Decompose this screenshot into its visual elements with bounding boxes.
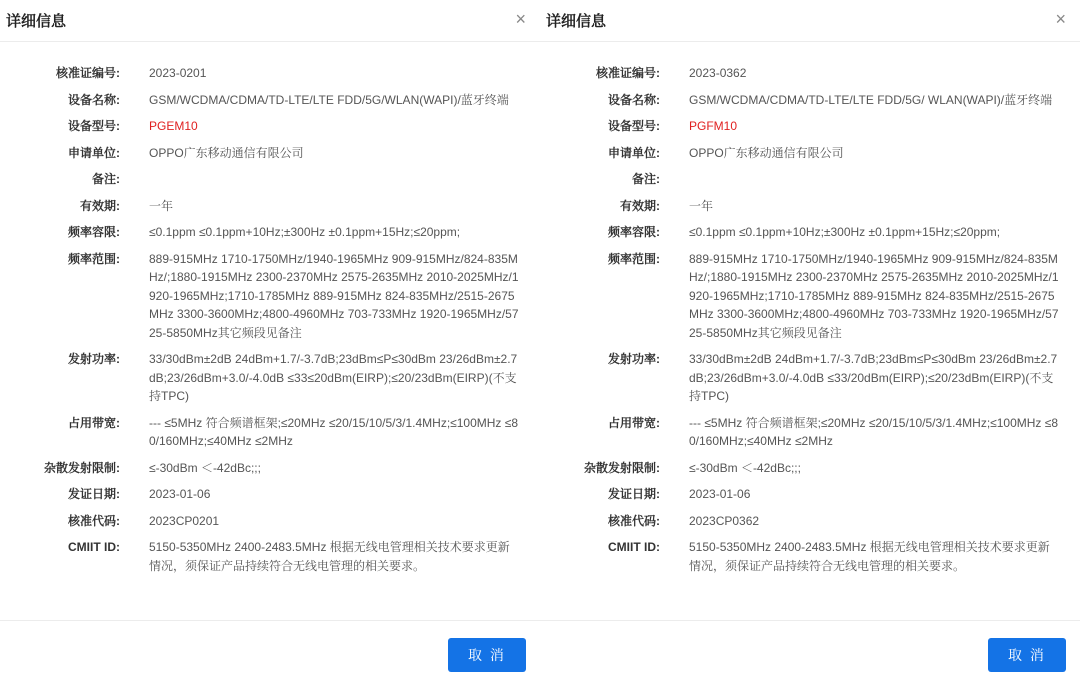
field-value: 2023-01-06 bbox=[149, 487, 211, 501]
close-icon[interactable]: × bbox=[1055, 9, 1066, 29]
field-row-cmiit-id bbox=[0, 538, 540, 575]
field-row-bandwidth bbox=[0, 414, 540, 451]
field-label: 发证日期: bbox=[68, 487, 120, 501]
field-label: 核准代码: bbox=[608, 513, 660, 528]
field-label: 发证日期: bbox=[608, 487, 660, 501]
field-row-approval-code bbox=[540, 512, 1080, 531]
field-row-freq-range bbox=[540, 250, 1080, 343]
field-value: 33/30dBm±2dB 24dBm+1.7/-3.7dB;23dBm≤P≤30dBm 23/26dBm±2.7dB;23/26dBm+3.0/-4.0dB ≤33≤20dBm(EIRP);≤20/23dBm(EIRP)(不支持TPC) bbox=[149, 352, 518, 403]
field-label: 核准证编号: bbox=[56, 66, 120, 80]
field-label: 频率范围: bbox=[608, 251, 660, 266]
field-label: 频率容限: bbox=[608, 225, 660, 239]
field-label: 频率范围: bbox=[68, 251, 120, 266]
field-row-issue-date bbox=[0, 485, 540, 504]
dialog-header bbox=[0, 0, 540, 42]
detail-fields bbox=[0, 64, 540, 583]
field-value: --- ≤5MHz 符合频谱框架;≤20MHz ≤20/15/10/5/3/1.4MHz;≤100MHz ≤80/160MHz;≤40MHz ≤2MHz bbox=[149, 415, 519, 448]
field-label: 发射功率: bbox=[68, 352, 120, 366]
field-label: 设备型号: bbox=[608, 119, 660, 133]
field-label: 申请单位: bbox=[608, 145, 660, 160]
field-value: 889-915MHz 1710-1750MHz/1940-1965MHz 909-915MHz/824-835MHz/;1880-1915MHz 2300-2370MHz 2575-2635MHz 2010-2025MHz/1920-1965MHz;1710-1785MHz 889-915MHz 824-835MHz/2515-2675MHz 3300-3600MHz;4800-4960MHz 703-733MHz 1920-1965MHz/5725-5850MHz其它频段见备注 bbox=[149, 251, 519, 340]
field-value: 2023-0362 bbox=[689, 66, 747, 80]
dialog-footer bbox=[540, 620, 1080, 682]
field-row-device-name bbox=[0, 91, 540, 110]
field-row-tx-power bbox=[0, 350, 540, 406]
field-row-cert-number bbox=[0, 64, 540, 83]
field-value-model: PGEM10 bbox=[149, 119, 198, 133]
field-row-validity bbox=[540, 197, 1080, 216]
field-value: 33/30dBm±2dB 24dBm+1.7/-3.7dB;23dBm≤P≤30dBm 23/26dBm±2.7dB;23/26dBm+3.0/-4.0dB ≤33/20dBm(EIRP);≤20/23dBm(EIRP)(不支持TPC) bbox=[689, 352, 1058, 403]
field-row-cert-number bbox=[540, 64, 1080, 83]
field-label: 设备名称: bbox=[608, 92, 660, 107]
field-row-freq-range bbox=[0, 250, 540, 343]
field-label: 设备名称: bbox=[68, 92, 120, 107]
field-value: 5150-5350MHz 2400-2483.5MHz 根据无线电管理相关技术要求更新情况，须保证产品持续符合无线电管理的相关要求。 bbox=[689, 540, 1050, 573]
field-value: 一年 bbox=[689, 198, 714, 213]
field-value: 一年 bbox=[149, 198, 174, 213]
field-value: 2023CP0201 bbox=[149, 513, 220, 528]
field-row-issue-date bbox=[540, 485, 1080, 504]
field-value: --- ≤5MHz 符合频谱框架;≤20MHz ≤20/15/10/5/3/1.4MHz;≤100MHz ≤80/160MHz;≤40MHz ≤2MHz bbox=[689, 415, 1059, 448]
field-row-device-model bbox=[0, 117, 540, 136]
field-row-device-model bbox=[540, 117, 1080, 136]
field-value: GSM/WCDMA/CDMA/TD-LTE/LTE FDD/5G/ WLAN(WAPI)/蓝牙终端 bbox=[689, 92, 1053, 107]
field-value: ≤0.1ppm ≤0.1ppm+10Hz;±300Hz ±0.1ppm+15Hz;≤20ppm; bbox=[149, 225, 461, 239]
field-row-device-name bbox=[540, 91, 1080, 110]
field-value: OPPO广东移动通信有限公司 bbox=[689, 145, 844, 160]
dialog-title: 详细信息 bbox=[6, 13, 67, 30]
field-label: 备注: bbox=[92, 172, 120, 186]
field-row-tx-power bbox=[540, 350, 1080, 406]
field-value: 889-915MHz 1710-1750MHz/1940-1965MHz 909-915MHz/824-835MHz/;1880-1915MHz 2300-2370MHz 2575-2635MHz 2010-2025MHz/1920-1965MHz;1710-1785MHz 889-915MHz 824-835MHz/2515-2675MHz 3300-3600MHz;4800-4960MHz 703-733MHz 1920-1965MHz/5725-5850MHz其它频段见备注 bbox=[689, 251, 1059, 340]
field-row-applicant bbox=[0, 144, 540, 163]
field-value bbox=[149, 170, 521, 189]
field-value: 2023-0201 bbox=[149, 66, 207, 80]
dialog-footer bbox=[0, 620, 540, 682]
close-icon[interactable]: × bbox=[515, 9, 526, 29]
field-row-remarks bbox=[0, 170, 540, 189]
dialog-title: 详细信息 bbox=[546, 13, 607, 30]
dialog-header bbox=[540, 0, 1080, 42]
field-label: 设备型号: bbox=[68, 119, 120, 133]
field-label: 申请单位: bbox=[68, 145, 120, 160]
field-label: 核准代码: bbox=[68, 513, 120, 528]
cancel-button[interactable]: 取 消 bbox=[988, 638, 1066, 672]
field-value: ≤0.1ppm ≤0.1ppm+10Hz;±300Hz ±0.1ppm+15Hz;≤20ppm; bbox=[689, 225, 1001, 239]
field-row-validity bbox=[0, 197, 540, 216]
field-row-freq-tolerance bbox=[540, 223, 1080, 242]
field-value: 5150-5350MHz 2400-2483.5MHz 根据无线电管理相关技术要求更新情况，须保证产品持续符合无线电管理的相关要求。 bbox=[149, 540, 510, 573]
field-label: 杂散发射限制: bbox=[44, 460, 120, 475]
field-row-freq-tolerance bbox=[0, 223, 540, 242]
field-label: 占用带宽: bbox=[68, 415, 120, 430]
field-value: OPPO广东移动通信有限公司 bbox=[149, 145, 304, 160]
field-row-remarks bbox=[540, 170, 1080, 189]
field-label: 有效期: bbox=[80, 198, 120, 213]
detail-dialog-right bbox=[540, 0, 1080, 682]
field-label: 杂散发射限制: bbox=[584, 460, 660, 475]
field-label: 频率容限: bbox=[68, 225, 120, 239]
field-value: ≤-30dBm ＜-42dBc;;; bbox=[689, 460, 801, 475]
field-row-cmiit-id bbox=[540, 538, 1080, 575]
field-label: 备注: bbox=[632, 172, 660, 186]
field-label: 占用带宽: bbox=[608, 415, 660, 430]
field-label: CMIIT ID: bbox=[608, 540, 660, 554]
field-value: 2023CP0362 bbox=[689, 513, 760, 528]
field-row-spurious bbox=[540, 459, 1080, 478]
detail-fields bbox=[540, 64, 1080, 583]
field-value bbox=[689, 170, 1061, 189]
field-row-bandwidth bbox=[540, 414, 1080, 451]
field-row-approval-code bbox=[0, 512, 540, 531]
field-value: 2023-01-06 bbox=[689, 487, 751, 501]
field-value-model: PGFM10 bbox=[689, 119, 738, 133]
field-row-applicant bbox=[540, 144, 1080, 163]
field-label: CMIIT ID: bbox=[68, 540, 120, 554]
field-value: GSM/WCDMA/CDMA/TD-LTE/LTE FDD/5G/WLAN(WAPI)/蓝牙终端 bbox=[149, 92, 509, 107]
field-row-spurious bbox=[0, 459, 540, 478]
field-label: 核准证编号: bbox=[596, 66, 660, 80]
field-value: ≤-30dBm ＜-42dBc;;; bbox=[149, 460, 261, 475]
field-label: 发射功率: bbox=[608, 352, 660, 366]
field-label: 有效期: bbox=[620, 198, 660, 213]
cancel-button[interactable]: 取 消 bbox=[448, 638, 526, 672]
